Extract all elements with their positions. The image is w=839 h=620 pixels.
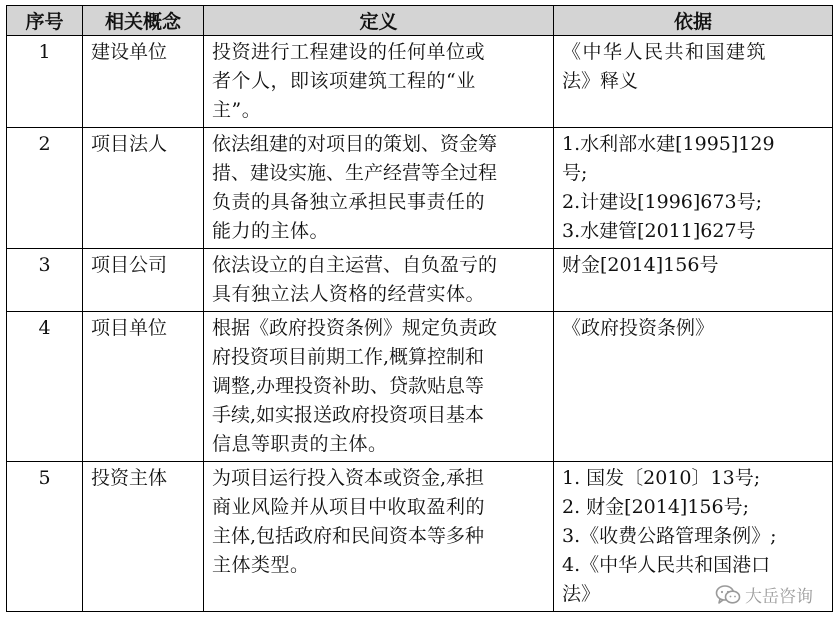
row-basis	[554, 249, 833, 312]
definition-line: 信息等职责的主体。	[212, 433, 388, 455]
definition-line: 府投资项目前期工作,概算控制和	[212, 346, 485, 368]
definition-line: 能力的主体。	[212, 220, 330, 242]
basis-line: 法》释义	[562, 70, 639, 92]
row-definition	[204, 249, 554, 312]
basis-line: 3.水建管[2011]627号	[562, 220, 756, 242]
basis-line: 3.《收费公路管理条例》;	[562, 525, 777, 547]
basis-line: 1. 国发〔2010〕13号;	[562, 467, 761, 489]
header-concept: 相关概念	[83, 6, 204, 36]
row-concept: 项目单位	[83, 312, 204, 462]
header-serial: 序号	[7, 6, 83, 36]
row-basis	[554, 36, 833, 128]
definition-line: 具有独立法人资格的经营实体。	[212, 283, 486, 305]
header-basis: 依据	[554, 6, 833, 36]
row-serial: 4	[7, 312, 83, 462]
definition-line: 主体,包括政府和民间资本等多种	[212, 525, 485, 547]
row-serial: 1	[7, 36, 83, 128]
definition-line: 依法组建的对项目的策划、资金筹	[212, 133, 498, 155]
definition-line: 者个人，即该项建筑工程的“业	[212, 70, 476, 92]
table-row	[7, 249, 833, 312]
table-row	[7, 462, 833, 612]
row-definition	[204, 312, 554, 462]
basis-line: 号;	[562, 162, 588, 184]
definition-line: 根据《政府投资条例》规定负责政	[212, 317, 498, 339]
row-definition	[204, 128, 554, 249]
basis-line: 2. 财金[2014]156号;	[562, 496, 750, 518]
row-definition	[204, 462, 554, 612]
basis-line: 法》	[562, 583, 601, 605]
table-row	[7, 312, 833, 462]
table-header-row	[7, 6, 833, 36]
row-basis	[554, 128, 833, 249]
basis-line: 1.水利部水建[1995]129	[562, 133, 775, 155]
table-row	[7, 36, 833, 128]
table-row	[7, 128, 833, 249]
definition-line: 依法设立的自主运营、自负盈亏的	[212, 254, 498, 276]
header-definition: 定义	[204, 6, 554, 36]
definition-line: 调整,办理投资补助、贷款贴息等	[212, 375, 485, 397]
basis-line: 《政府投资条例》	[562, 317, 715, 339]
definition-line: 负责的具备独立承担民事责任的	[212, 191, 486, 213]
basis-line: 4.《中华人民共和国港口	[562, 554, 771, 576]
definition-line: 为项目运行投入资本或资金,承担	[212, 467, 485, 489]
basis-line: 2.计建设[1996]673号;	[562, 191, 762, 213]
basis-line: 《中华人民共和国建筑	[562, 41, 768, 63]
row-concept: 项目法人	[83, 128, 204, 249]
wechat-icon	[715, 584, 741, 606]
row-serial: 2	[7, 128, 83, 249]
row-concept: 投资主体	[83, 462, 204, 612]
row-concept: 建设单位	[83, 36, 204, 128]
definition-line: 投资进行工程建设的任何单位或	[212, 41, 486, 63]
row-serial: 5	[7, 462, 83, 612]
basis-line: 财金[2014]156号	[562, 254, 719, 276]
row-concept: 项目公司	[83, 249, 204, 312]
row-serial: 3	[7, 249, 83, 312]
definition-line: 商业风险并从项目中收取盈利的	[212, 496, 486, 518]
row-basis	[554, 312, 833, 462]
definition-line: 主体类型。	[212, 554, 310, 576]
watermark	[715, 582, 813, 607]
definition-line: 手续,如实报送政府投资项目基本	[212, 404, 485, 426]
row-definition	[204, 36, 554, 128]
concept-table	[6, 5, 833, 612]
definition-line: 主”。	[212, 99, 262, 121]
definition-line: 措、建设实施、生产经营等全过程	[212, 162, 498, 184]
watermark-text: 大岳咨询	[745, 587, 813, 607]
